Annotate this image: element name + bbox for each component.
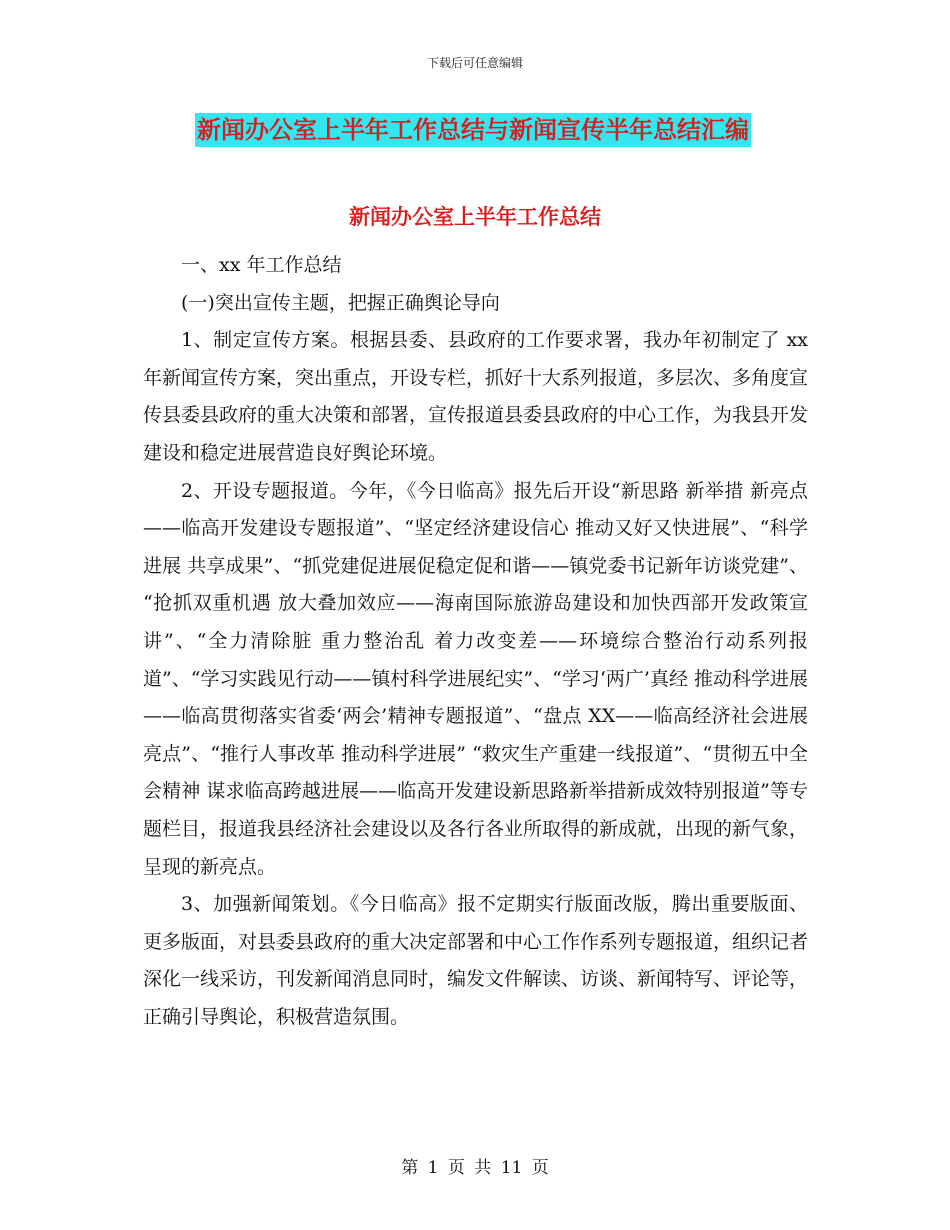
paragraph-heading-1: 一、xx 年工作总结 [181, 254, 342, 276]
document-title: 新闻办公室上半年工作总结与新闻宣传半年总结汇编 [195, 113, 751, 147]
page-number: 第 1 页 共 11 页 [401, 1158, 549, 1178]
paragraph-item-3: 3、加强新闻策划。《今日临高》报不定期实行版面改版，腾出重要版面、更多版面，对县委县政府的重大决定部署和中心工作作系列专题报道，组织记者深化一线采访，刊发新闻消息同时，编发文件解读、访谈、新闻特写、评论等，正确引导舆论，积极营造氛围。 [143, 893, 809, 1028]
header-note: 下载后可任意编辑 [426, 56, 523, 70]
document-body [143, 247, 808, 1036]
paragraph-item-1: 1、制定宣传方案。根据县委、县政府的工作要求署，我办年初制定了 xx 年新闻宣传方案，突出重点，开设专栏，抓好十大系列报道，多层次、多角度宣传县委县政府的重大决策和部署，宣传报道县委县政府的中心工作，为我县开发建设和稳定进展营造良好舆论环境。 [143, 329, 809, 464]
paragraph-subheading-1: (一)突出宣传主题，把握正确舆论导向 [181, 291, 500, 314]
paragraph-item-2: 2、开设专题报道。今年，《今日临高》报先后开设“新思路 新举措 新亮点——临高开发建设专题报道”、“坚定经济建设信心 推动又好又快进展”、“科学进展 共享成果”、“抓党建促进展促稳定促和谐——镇党委书记新年访谈党建”、 “抢抓双重机遇 放大叠加效应——海南国际旅游岛建设和加快西部开发政策宣讲”、“全力清除脏 重力整治乱 着力改变差——环境综合整治行动系列报道”、“学习实践见行动——镇村科学进展纪实”、“学习‘两广’真经 推动科学进展——临高贯彻落实省委‘两会’精神专题报道”、“盘点 XX——临高经济社会进展亮点”、“推行人事改革 推动科学进展” “救灾生产重建一线报道”、“贯彻五中全会精神 谋求临高跨越进展——临高开发建设新思路新举措新成效特别报道”等专题栏目，报道我县经济社会建设以及各行各业所取得的新成就，出现的新气象，呈现的新亮点。 [143, 479, 809, 878]
section-title: 新闻办公室上半年工作总结 [349, 205, 601, 229]
